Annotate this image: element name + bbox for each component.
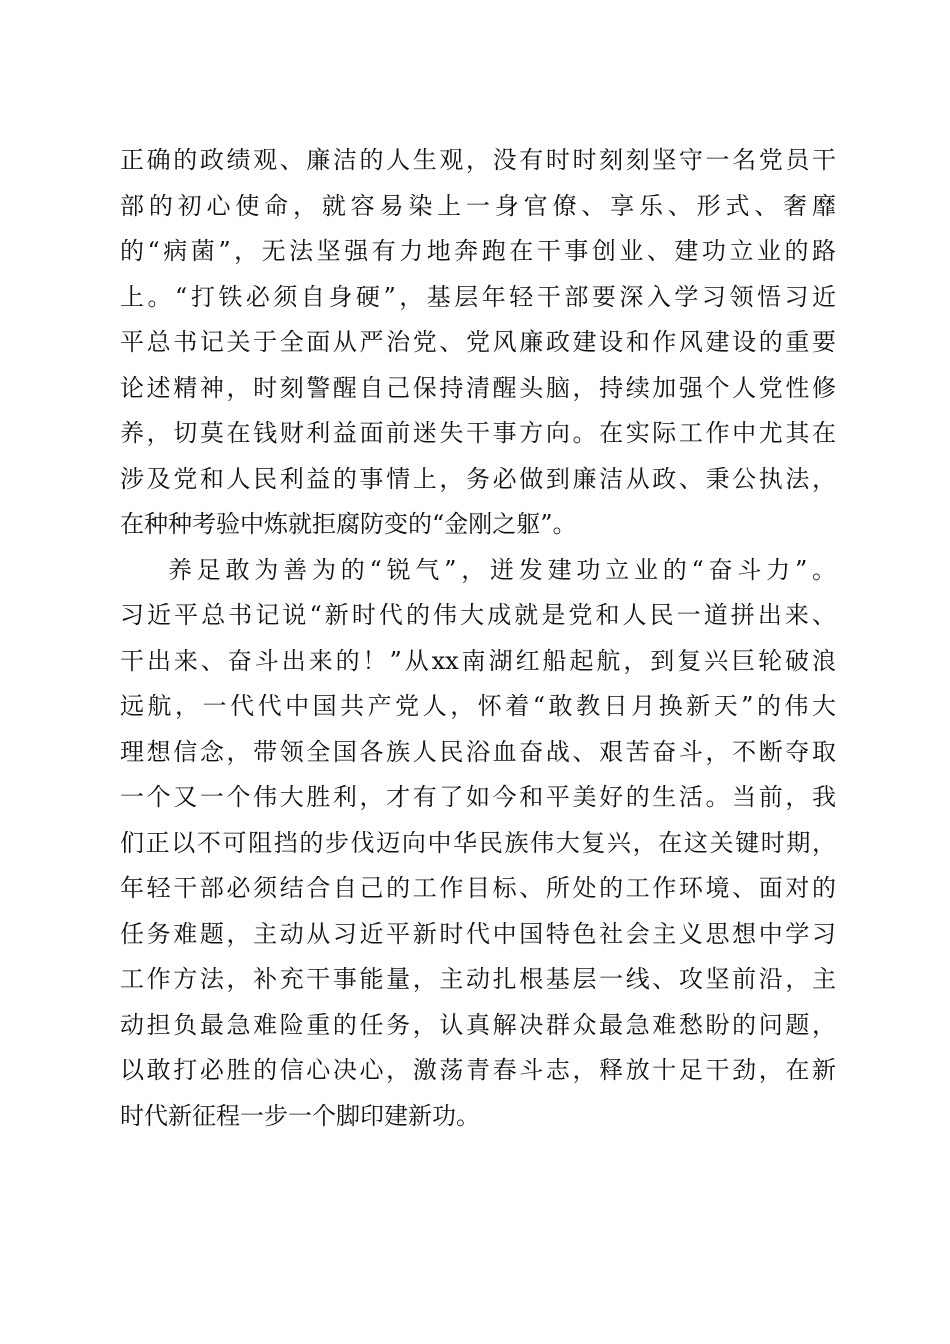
text-line: 部的初心使命，就容易染上一身官僚、享乐、形式、奢靡: [120, 191, 836, 220]
text-line: 习近平总书记说“新时代的伟大成就是党和人民一道拼出来、: [120, 601, 836, 629]
text-line: 以敢打必胜的信心决心，激荡青春斗志，释放十足干劲，在新: [120, 1056, 836, 1084]
text-line: 养，切莫在钱财利益面前迷失干事方向。在实际工作中尤其在: [120, 419, 836, 447]
text-line: 干出来、奋斗出来的！”从xx南湖红船起航，到复兴巨轮破浪: [120, 646, 836, 675]
text-line: 年轻干部必须结合自己的工作目标、所处的工作环境、面对的: [120, 874, 836, 902]
text-line: 理想信念，带领全国各族人民浴血奋战、艰苦奋斗，不断夺取: [120, 737, 836, 766]
document-page: [120, 138, 836, 1139]
text-line: 工作方法，补充干事能量，主动扎根基层一线、攻坚前沿，主: [120, 965, 836, 993]
text-line: 们正以不可阻挡的步伐迈向中华民族伟大复兴，在这关键时期，: [120, 828, 836, 857]
text-line: 任务难题，主动从习近平新时代中国特色社会主义思想中学习: [120, 919, 836, 948]
text-line: 养足敢为善为的“锐气”，迸发建功立业的“奋斗力”。: [168, 555, 836, 584]
text-line: 动担负最急难险重的任务，认真解决群众最急难愁盼的问题，: [120, 1010, 836, 1039]
text-line: 涉及党和人民利益的事情上，务必做到廉洁从政、秉公执法，: [120, 464, 836, 493]
text-line: 正确的政绩观、廉洁的人生观，没有时时刻刻坚守一名党员干: [120, 146, 836, 174]
text-line: 的“病菌”，无法坚强有力地奔跑在干事创业、建功立业的路: [120, 237, 836, 265]
text-line: 上。“打铁必须自身硬”，基层年轻干部要深入学习领悟习近: [120, 282, 836, 311]
paragraph-1: [120, 138, 836, 548]
paragraph-2: [120, 548, 836, 1140]
text-line: 远航，一代代中国共产党人，怀着“敢教日月换新天”的伟大: [120, 692, 836, 720]
text-line: 平总书记关于全面从严治党、党风廉政建设和作风建设的重要: [120, 328, 836, 356]
text-line: 时代新征程一步一个脚印建新功。: [120, 1101, 480, 1130]
text-line: 论述精神，时刻警醒自己保持清醒头脑，持续加强个人党性修: [120, 373, 836, 402]
text-line: 一个又一个伟大胜利，才有了如今和平美好的生活。当前，我: [120, 783, 836, 811]
text-line: 在种种考验中炼就拒腐防变的“金刚之躯”。: [120, 510, 577, 538]
